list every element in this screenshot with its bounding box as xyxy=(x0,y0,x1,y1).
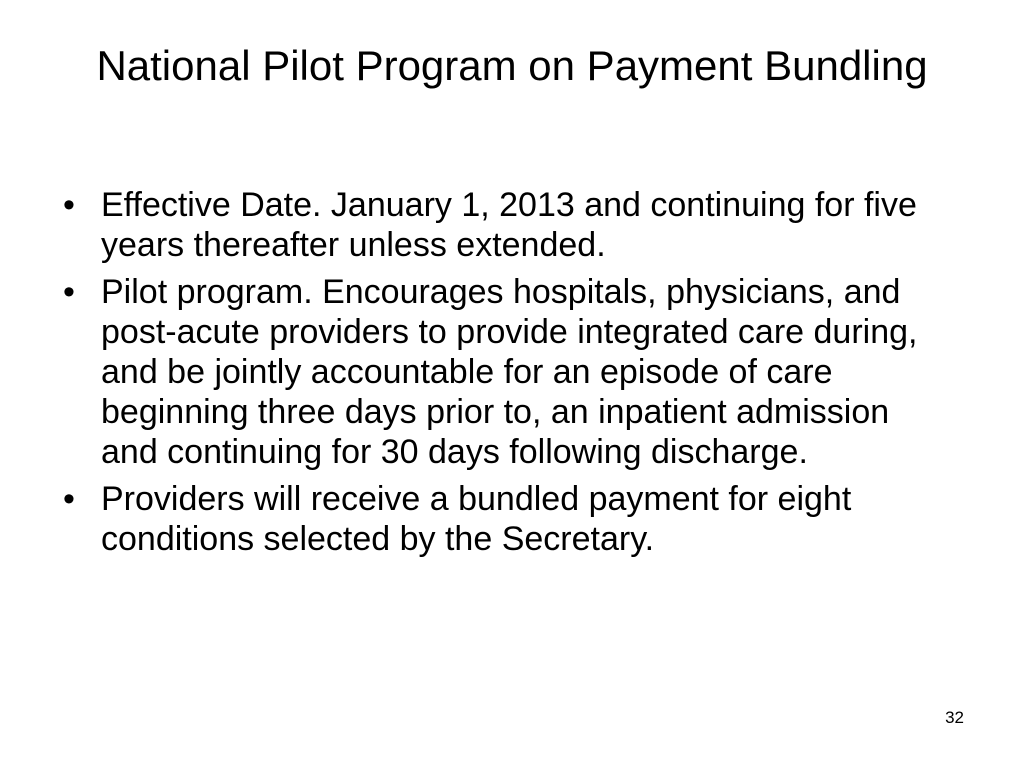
bullet-text: Providers will receive a bundled payment for eight conditions selected by the Secretary. xyxy=(101,480,852,558)
slide-number: 32 xyxy=(945,708,964,727)
bullet-list xyxy=(60,185,950,566)
bullet-item-bundled-payment xyxy=(60,479,950,559)
bullet-text: Effective Date. January 1, 2013 and continuing for five years thereafter unless extended. xyxy=(101,186,917,264)
bullet-item-effective-date xyxy=(60,185,950,265)
bullet-text: Pilot program. Encourages hospitals, physicians, and post-acute providers to provide integrated care during, and be jointly accountable for an episode of care beginning three days prior to, an inpatient admission and continuing for 30 days following discharge. xyxy=(101,273,918,471)
bullet-icon: • xyxy=(63,480,75,518)
slide-title: National Pilot Program on Payment Bundling xyxy=(96,42,928,89)
bullet-item-pilot-program xyxy=(60,272,950,472)
bullet-icon: • xyxy=(63,273,75,311)
bullet-icon: • xyxy=(63,186,75,224)
